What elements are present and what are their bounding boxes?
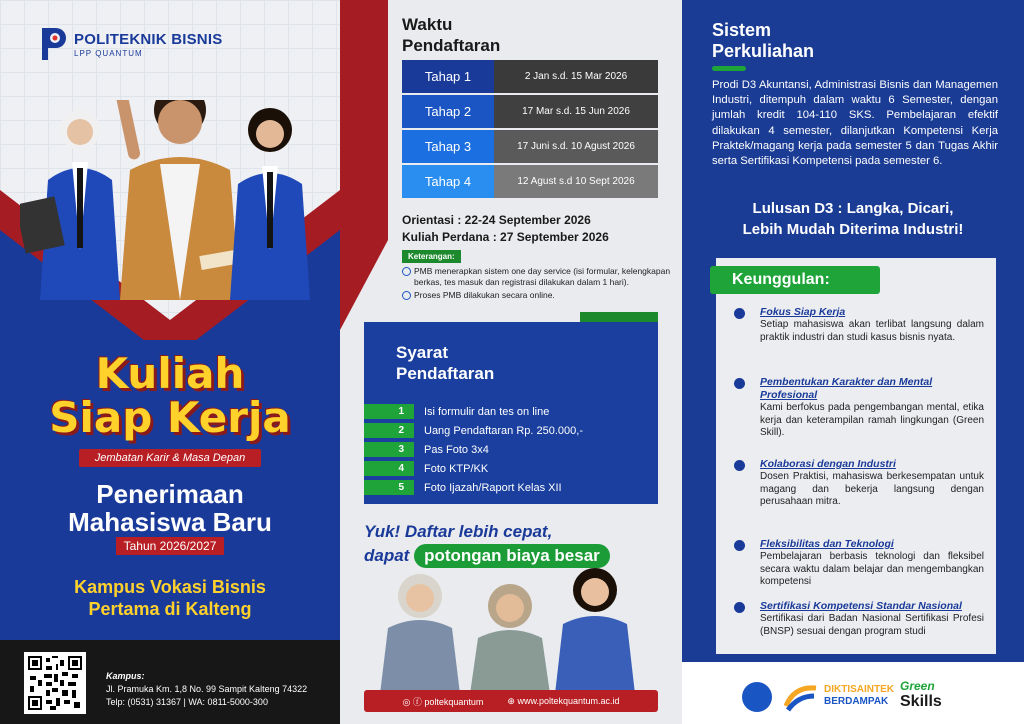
kampus-vokasi-line-2: Pertama di Kalteng (88, 599, 252, 619)
syarat-number: 2 (364, 423, 414, 438)
address-label: Kampus: (106, 671, 145, 681)
syarat-title-line-1: Syarat (396, 343, 448, 362)
skills-text: Skills (900, 693, 942, 710)
tahap-date: 17 Mar s.d. 15 Jun 2026 (494, 95, 658, 128)
globe-icon: ⊕ (507, 695, 515, 706)
green-text: Green (900, 679, 935, 693)
list-item (738, 376, 984, 440)
keunggulan-item-text: Setiap mahasiswa akan terlibat langsung dalam praktik industri dan studi kasus bisnis nyata. (760, 319, 984, 343)
syarat-pendaftaran-title (396, 342, 494, 384)
logo-p-icon (38, 24, 68, 64)
syarat-title-line-2: Pendaftaran (396, 364, 495, 383)
list-item (738, 306, 984, 344)
dikti-line-2: BERDAMPAK (824, 696, 889, 707)
list-item (364, 479, 658, 496)
bullet-icon (734, 460, 745, 471)
ministry-logo-icon (742, 682, 772, 712)
table-row (402, 60, 658, 93)
kampus-vokasi-line-1: Kampus Vokasi Bisnis (74, 577, 266, 597)
headline-line-2: Siap Kerja (49, 393, 291, 442)
tahap-date: 2 Jan s.d. 15 Mar 2026 (494, 60, 658, 93)
facebook-icon: ⓕ (412, 696, 422, 707)
lulusan-line-1: Lulusan D3 : Langka, Dicari, (752, 200, 954, 217)
list-item (364, 403, 658, 420)
waktu-title-line-1: Waktu (402, 15, 453, 34)
penerimaan-heading (0, 480, 340, 536)
dikti-line-1: DIKTISAINTEK (824, 684, 894, 695)
red-side-decoration (340, 0, 388, 330)
instagram-handle: poltekquantum (424, 696, 484, 707)
keterangan-list (402, 266, 672, 303)
tahap-name: Tahap 2 (402, 95, 494, 128)
keunggulan-title: Keunggulan: (710, 266, 880, 294)
penerimaan-line-1: Penerimaan (96, 479, 244, 509)
students-photo-bottom (380, 566, 650, 694)
keunggulan-item-title: Kolaborasi dengan Industri (760, 458, 896, 470)
syarat-number: 4 (364, 461, 414, 476)
instagram-icon: ◎ (402, 696, 411, 707)
tahap-name: Tahap 3 (402, 130, 494, 163)
orientasi-date: Orientasi : 22-24 September 2026 (402, 213, 591, 227)
address-footer (0, 640, 340, 724)
logo-name: POLITEKNIK BISNIS (74, 30, 223, 48)
sistem-title-line-2: Perkuliahan (712, 41, 815, 61)
list-item: Proses PMB dilakukan secara online. (402, 290, 672, 301)
sistem-title-line-1: Sistem (712, 20, 772, 40)
promo-heading (364, 520, 610, 568)
address-line-1: Jl. Pramuka Km. 1,8 No. 99 Sampit Kalteng 74322 (106, 684, 308, 694)
diktisaintek-text (824, 684, 894, 708)
tahap-date: 17 Juni s.d. 10 Agust 2026 (494, 130, 658, 163)
social-website[interactable] (507, 696, 619, 707)
table-row (402, 130, 658, 163)
keunggulan-item-text: Kami berfokus pada pengembangan mental, etika kerja dan keterampilan ramah lingkungan (Green Skill). (760, 402, 984, 438)
syarat-text: Foto Ijazah/Raport Kelas XII (424, 481, 562, 494)
tahap-schedule-table (402, 60, 658, 200)
syarat-number: 3 (364, 442, 414, 457)
green-skills-logo (900, 678, 942, 710)
keunggulan-item-title: Fleksibilitas dan Teknologi (760, 538, 894, 550)
keunggulan-item-title: Sertifikasi Kompetensi Standar Nasional (760, 600, 962, 612)
promo-highlight: potongan biaya besar (414, 544, 610, 568)
tahap-date: 12 Agust s.d 10 Sept 2026 (494, 165, 658, 198)
campus-address (106, 670, 307, 709)
panel-right (682, 0, 1024, 724)
syarat-number: 1 (364, 404, 414, 419)
table-row (402, 95, 658, 128)
tahun-wrap (0, 537, 340, 555)
qr-code-icon[interactable] (24, 652, 86, 714)
diktisaintek-logo-icon (784, 682, 818, 712)
address-line-2: Telp: (0531) 31367 | WA: 0811-5000-300 (106, 697, 268, 707)
tagline-wrap (0, 448, 340, 467)
website-url: www.poltekquantum.ac.id (517, 695, 620, 706)
syarat-text: Isi formulir dan tes on line (424, 405, 550, 418)
panel-middle (340, 0, 682, 724)
keunggulan-item-title: Fokus Siap Kerja (760, 306, 846, 318)
keunggulan-item-text: Sertifikasi dari Badan Nasional Sertifikasi Profesi (BNSP) sesuai dengan program studi (760, 613, 984, 637)
penerimaan-line-2: Mahasiswa Baru (68, 507, 272, 537)
list-item (364, 422, 658, 439)
headline-line-1: Kuliah (95, 349, 245, 398)
syarat-text: Pas Foto 3x4 (424, 443, 489, 456)
bullet-icon (734, 540, 745, 551)
sistem-perkuliahan-title (712, 20, 814, 62)
lulusan-heading (682, 198, 1024, 240)
lulusan-line-2: Lebih Mudah Diterima Industri! (742, 221, 964, 238)
kuliah-perdana-date: Kuliah Perdana : 27 September 2026 (402, 230, 609, 244)
promo-line-2a: dapat (364, 546, 415, 565)
logo (38, 24, 222, 64)
table-row (402, 165, 658, 198)
bullet-icon (734, 378, 745, 389)
syarat-text: Uang Pendaftaran Rp. 250.000,- (424, 424, 584, 437)
list-item (738, 538, 984, 589)
waktu-pendaftaran-title (402, 14, 500, 56)
kampus-vokasi-heading (0, 576, 340, 620)
tahap-name: Tahap 4 (402, 165, 494, 198)
tahap-name: Tahap 1 (402, 60, 494, 93)
tahun-badge: Tahun 2026/2027 (116, 537, 225, 555)
students-photo (20, 100, 320, 300)
social-instagram[interactable] (402, 695, 483, 708)
sistem-perkuliahan-text: Prodi D3 Akuntansi, Administrasi Bisnis dan Managemen Industri, ditempuh dalam waktu 6 Semester, dengan jumlah kredit 104-110 SKS. Pembelajaran efektif dilakukan 4 semester, dilanjutkan Kompetensi Kerja Praktek/magang kerja pada semester 5 dan Tugas Akhir serta Sertifikasi Kompetensi pada semester 6. (712, 79, 998, 168)
bullet-icon (734, 308, 745, 319)
list-item (738, 600, 984, 638)
list-item (738, 458, 984, 509)
keunggulan-item-text: Dosen Praktisi, mahasiswa berkesempatan untuk magang dan bekerja langsung dengan perusahaan mitra. (760, 471, 984, 507)
syarat-green-tab (580, 312, 658, 322)
green-accent-bar (712, 66, 746, 71)
list-item: PMB menerapkan sistem one day service (isi formular, kelengkapan berkas, tes masuk dan registrasi dilakukan dalam 1 hari). (402, 266, 672, 288)
waktu-title-line-2: Pendaftaran (402, 36, 501, 55)
syarat-list (364, 403, 658, 498)
syarat-text: Foto KTP/KK (424, 462, 489, 475)
bullet-icon (734, 602, 745, 613)
social-bar (364, 690, 658, 712)
syarat-number: 5 (364, 480, 414, 495)
list-item (364, 460, 658, 477)
keunggulan-item-text: Pembelajaran berbasis teknologi dan fleksibel secara waktu dalam belajar dan mengembangkan kompetensi (760, 551, 984, 587)
partner-logos-footer (682, 662, 1024, 724)
keunggulan-item-title: Pembentukan Karakter dan Mental Profesional (760, 376, 933, 401)
orientasi-info (402, 212, 609, 246)
logo-subtitle: LPP QUANTUM (74, 48, 143, 58)
panel-left (0, 0, 340, 724)
promo-line-1: Yuk! Daftar lebih cepat, (364, 522, 553, 541)
list-item (364, 441, 658, 458)
tagline-badge: Jembatan Karir & Masa Depan (79, 449, 261, 467)
keterangan-badge: Keterangan: (402, 250, 461, 263)
headline-kuliah-siap-kerja (0, 349, 340, 442)
